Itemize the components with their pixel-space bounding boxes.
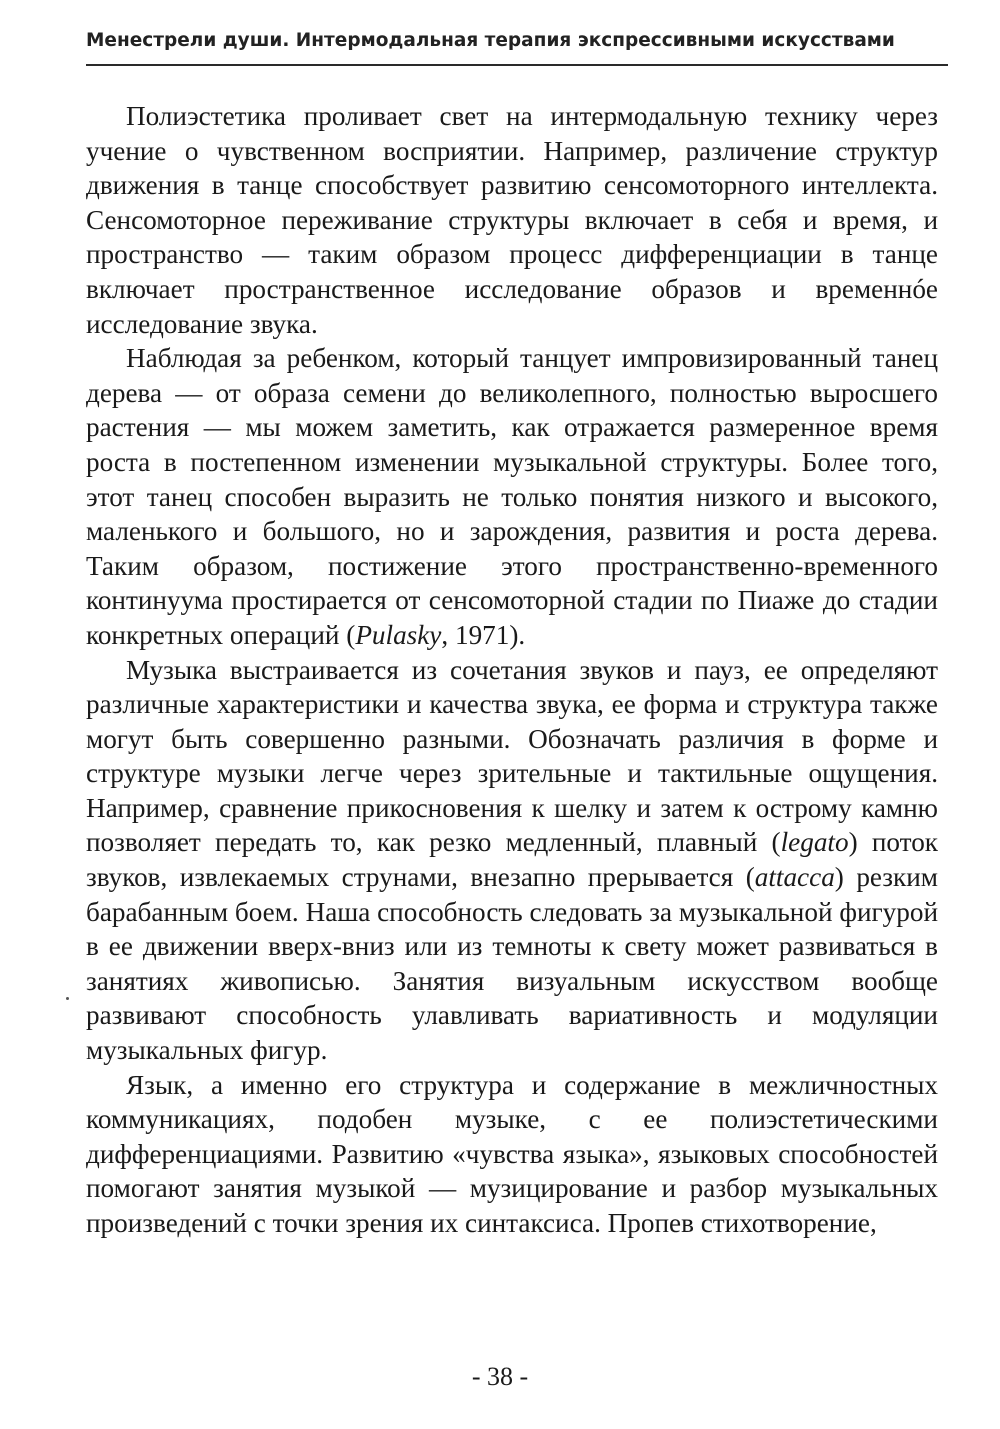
text-run: ) резким барабанным боем. Наша способность следовать за музыкальной фигурой в ее движении вверх-вниз или из темноты к свету может развиваться в занятиях живописью. Занятия визуальным искусством вообще развивают способность улавливать вариативность и модуляции музыкальных фигур. [86, 862, 939, 1066]
text-run: Язык, а именно его структура и содержание в межличностных коммуникациях, подобен музыке, с ее полиэстетическими дифференциациями. Развитию «чувства языка», языковых способностей помогают занятия музыкой — музицирование и разбор музыкальных произведений с точки зрения их синтаксиса. Пропев стихотворение, [86, 1069, 938, 1238]
print-speck [66, 997, 69, 1000]
paragraph [86, 341, 938, 652]
paragraph [86, 99, 938, 341]
text-run: Полиэстетика проливает свет на интермодальную технику через учение о чувственном восприятии. Например, различение структур движения в танце способствует развитию сенсомоторного интеллекта. Сенсомоторное переживание структуры включает в себя и время, и пространство — таким образом процесс дифференциации в танце включает пространственное исследование образов и временнóе исследование звука. [86, 101, 938, 339]
paragraph [86, 1068, 938, 1241]
italic-run: Pulasky [355, 619, 442, 650]
text-run: Музыка выстраивается из сочетания звуков и пауз, ее определяют различные характеристики и качества звука, ее форма и структура также могут быть совершенно разными. Обозначать различия в форме и структуре музыки легче через зрительные и тактильные ощущения. Например, сравнение прикосновения к шелку и затем к острому камню позволяет передать то, как резко медленный, плавный ( [86, 654, 938, 858]
italic-run: attacca [754, 862, 835, 893]
running-header: Менестрели души. Интермодальная терапия экспрессивными искусствами [86, 30, 895, 51]
page-number: - 38 - [471, 1362, 529, 1391]
text-run: , 1971). [441, 619, 526, 650]
italic-run: legato [780, 827, 849, 858]
body-text [86, 99, 938, 1241]
header-rule [86, 64, 948, 66]
text-run: ) поток звуков, извлекаемых струнами, внезапно прерывается ( [86, 827, 938, 893]
text-run: Наблюдая за ребенком, который танцует импровизированный танец дерева — от образа семени до великолепного, полностью выросшего растения — мы можем заметить, как отражается размеренное время роста в постепенном изменении музыкальной структуры. Более того, этот танец способен выразить не только понятия низкого и высокого, маленького и большого, но и зарождения, развития и роста дерева. Таким образом, постижение этого пространственно-временного континуума простирается от сенсомоторной стадии по Пиаже до стадии конкретных операций ( [86, 343, 938, 650]
paragraph [86, 653, 938, 1068]
